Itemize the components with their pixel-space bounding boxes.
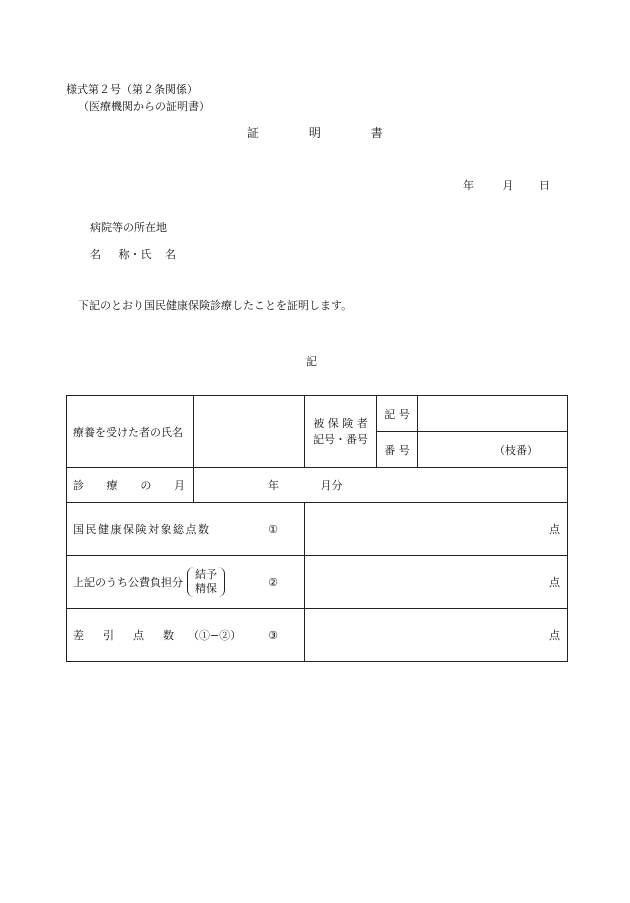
name-label-part: 称・氏 — [118, 248, 152, 261]
points-unit: 点 — [549, 629, 560, 642]
public-burden-field[interactable] — [305, 556, 568, 609]
public-burden-label-cell — [67, 556, 305, 609]
diff-points-field[interactable] — [305, 609, 568, 662]
date-month-label: 月 — [502, 179, 514, 192]
document-title — [247, 124, 383, 141]
treatment-month-label — [67, 468, 194, 503]
table-row — [67, 609, 568, 662]
form-number: 様式第２号（第２条関係） — [66, 83, 198, 96]
form-subtitle: （医療機関からの証明書） — [78, 100, 210, 113]
insured-number-label — [305, 396, 377, 468]
label-char: 引 — [103, 629, 114, 642]
label-char: 療 — [106, 479, 118, 492]
insured-label-line1: 被 保 険 者 — [313, 416, 368, 430]
title-char: 明 — [308, 126, 321, 140]
label-char: 数 — [163, 629, 174, 642]
bangou-label: 番 号 — [377, 432, 418, 468]
edaban-label: （枝番） — [494, 443, 538, 457]
ki-heading: 記 — [306, 355, 317, 368]
total-points-field[interactable] — [305, 503, 568, 556]
address-label: 病院等の所在地 — [90, 221, 167, 234]
name-label — [90, 246, 176, 262]
insured-label-line2: 記号・番号 — [313, 432, 368, 446]
brace-line2: 精保 — [195, 582, 217, 595]
title-char: 証 — [247, 126, 260, 140]
label-char: 診 — [73, 479, 84, 492]
title-char: 書 — [370, 126, 383, 140]
points-unit: 点 — [549, 576, 560, 589]
table-row — [67, 556, 568, 609]
label-char: 点 — [133, 629, 144, 642]
public-burden-mark: ② — [268, 575, 278, 589]
public-burden-brace — [187, 567, 225, 597]
total-points-mark: ① — [268, 522, 278, 536]
public-burden-label: 上記のうち公費負担分 — [73, 576, 183, 589]
label-char: の — [140, 479, 152, 492]
name-label-part: 名 — [90, 248, 101, 261]
date-day-label: 日 — [539, 179, 550, 192]
certification-statement: 下記のとおり国民健康保険診療したことを証明します。 — [78, 299, 353, 312]
month-year-label: 年 — [268, 479, 279, 492]
table-row — [67, 396, 568, 432]
certificate-table — [66, 395, 568, 662]
treatment-month-field[interactable] — [194, 468, 568, 503]
date-line — [463, 177, 550, 193]
diff-label-cell — [67, 609, 305, 662]
date-year-label: 年 — [463, 179, 474, 192]
month-month-label: 月分 — [320, 479, 343, 492]
patient-name-label: 療養を受けた者の氏名 — [67, 396, 194, 468]
diff-mark: ③ — [268, 628, 278, 642]
brace-line1: 結予 — [195, 568, 217, 581]
kigou-field[interactable] — [418, 396, 568, 432]
table-row — [67, 468, 568, 503]
diff-formula: （①−②） — [188, 629, 242, 642]
table-row — [67, 503, 568, 556]
patient-name-field[interactable] — [194, 396, 305, 468]
label-char: 月 — [173, 479, 185, 492]
total-points-label: 国民健康保険対象総点数 — [73, 523, 211, 536]
kigou-label: 記 号 — [377, 396, 418, 432]
total-points-label-cell — [67, 503, 305, 556]
bangou-field[interactable] — [418, 432, 568, 468]
name-label-part: 名 — [165, 248, 176, 261]
label-char: 差 — [73, 629, 84, 642]
points-unit: 点 — [549, 523, 560, 536]
